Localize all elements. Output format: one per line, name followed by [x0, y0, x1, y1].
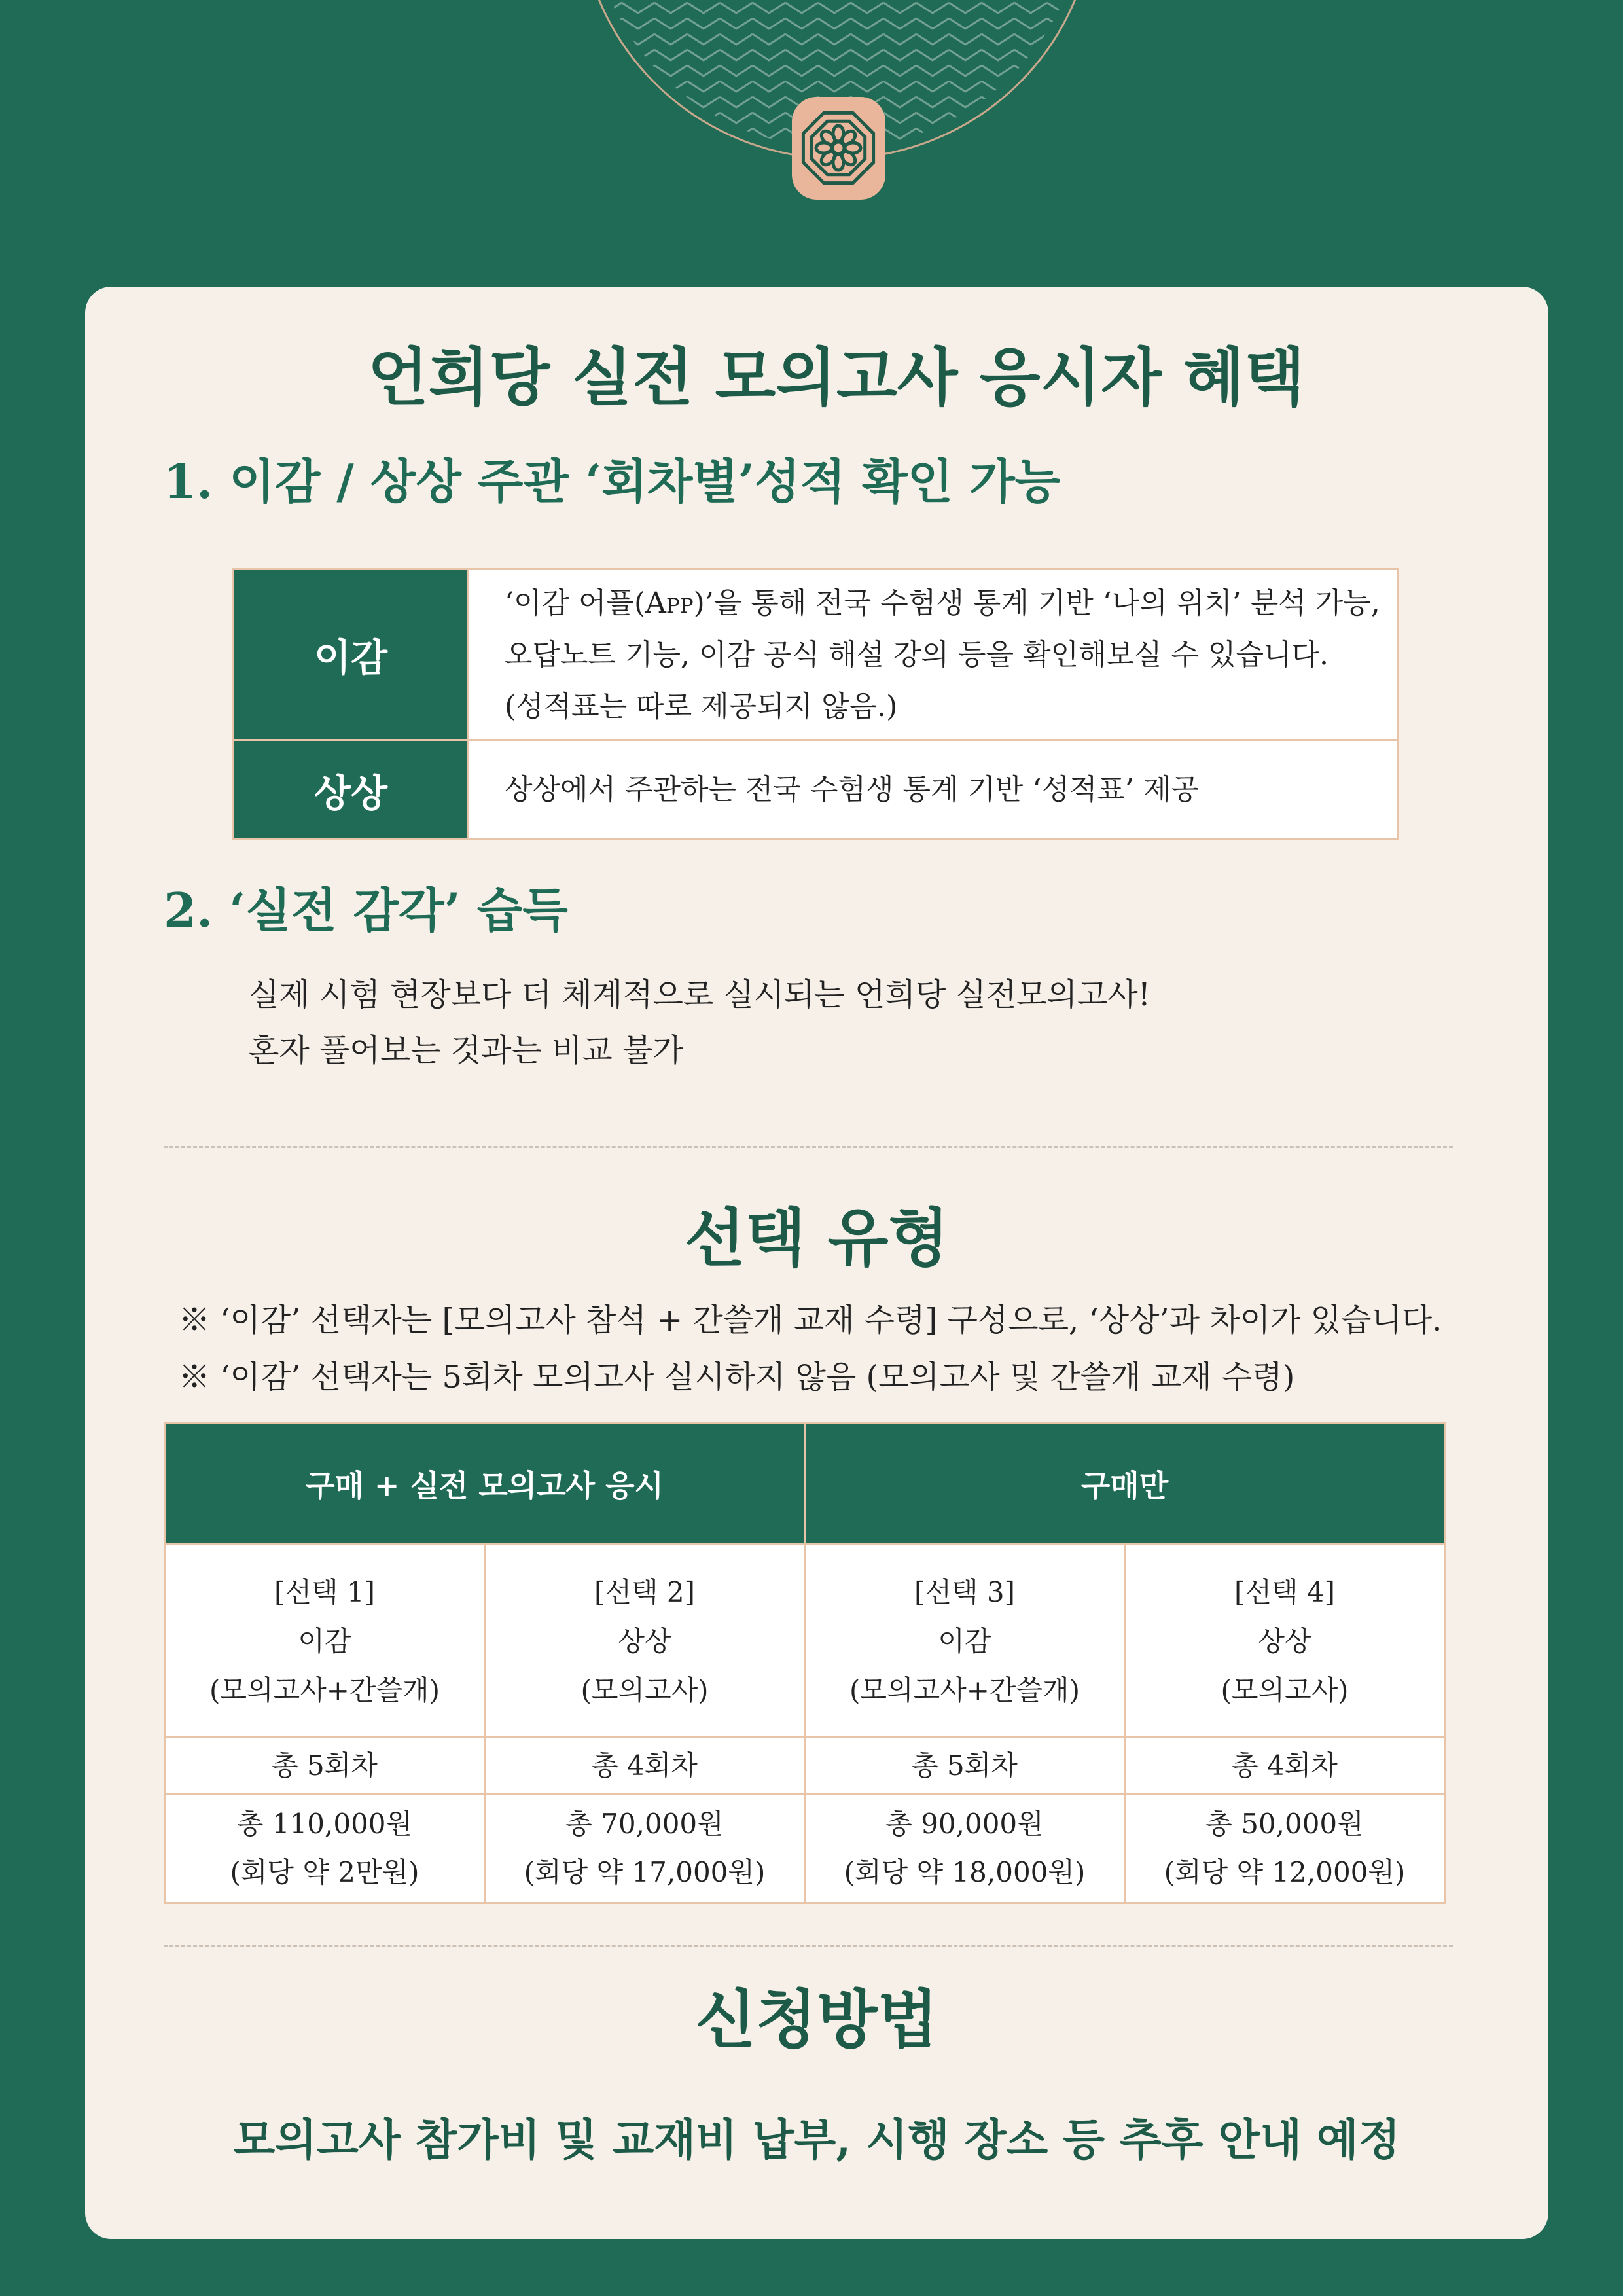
price-total: 총 110,000원 — [236, 1808, 413, 1840]
benefit-description — [469, 569, 1399, 740]
price-cell — [1125, 1794, 1445, 1903]
note-line: ※ ‘이감’ 선택자는 5회차 모의고사 실시하지 않음 (모의고사 및 간쓸개 교재 수령) — [179, 1359, 1295, 1395]
emblem — [792, 97, 885, 200]
benefit-row-igam — [234, 569, 1399, 740]
option-cell — [1125, 1545, 1445, 1738]
benefit-label: 이감 — [234, 569, 469, 740]
price-cell — [485, 1794, 805, 1903]
price-cell — [165, 1794, 485, 1903]
body-line: 혼자 풀어보는 것과는 비교 불가 — [249, 1032, 683, 1069]
description-line: 오답노트 기능, 이감 공식 해설 강의 등을 확인해보실 수 있습니다. — [505, 637, 1329, 672]
price-total: 총 50,000원 — [1205, 1808, 1364, 1840]
section1-heading: 1. 이감 / 상상 주관 ‘회차별’성적 확인 가능 — [164, 454, 1061, 509]
option-name: 이감 — [298, 1624, 351, 1657]
description-line: 상상에서 주관하는 전국 수험생 통계 기반 ‘성적표’ 제공 — [505, 773, 1199, 806]
option-number: [선택 2] — [594, 1575, 695, 1608]
dashed-divider — [164, 1945, 1453, 1947]
apply-text: 모의고사 참가비 및 교재비 납부, 시행 장소 등 추후 안내 예정 — [233, 2114, 1400, 2165]
section2-body — [249, 967, 1150, 1079]
sessions-cell: 총 4회차 — [485, 1738, 805, 1794]
option-cell — [165, 1545, 485, 1738]
option-contents: (모의고사+간쓸개) — [209, 1674, 440, 1706]
sessions-cell: 총 5회차 — [165, 1738, 485, 1794]
option-contents: (모의고사) — [1221, 1674, 1349, 1706]
apply-title: 신청방법 — [695, 1982, 938, 2056]
note-line: ※ ‘이감’ 선택자는 [모의고사 참석 + 간쓸개 교재 수령] 구성으로, ‘상상’과 차이가 있습니다. — [179, 1302, 1442, 1338]
option-table-header — [165, 1424, 1445, 1545]
content-card — [85, 287, 1548, 2239]
option-name: 상상 — [1258, 1624, 1311, 1657]
sessions-cell: 총 5회차 — [805, 1738, 1125, 1794]
option-number: [선택 1] — [274, 1575, 375, 1608]
benefit-row-sangsang — [234, 740, 1399, 840]
price-total: 총 70,000원 — [565, 1808, 724, 1840]
section2-heading: 2. ‘실전 감각’ 습득 — [164, 882, 568, 938]
price-per-session: (회당 약 18,000원) — [844, 1856, 1086, 1888]
option-contents: (모의고사+간쓸개) — [849, 1674, 1080, 1706]
option-cell — [485, 1545, 805, 1738]
price-total: 총 90,000원 — [885, 1808, 1044, 1840]
benefit-table — [232, 568, 1399, 840]
description-line: (성적표는 따로 제공되지 않음.) — [505, 689, 898, 723]
option-cell — [805, 1545, 1125, 1738]
price-row — [165, 1794, 1445, 1903]
group-header: 구매 + 실전 모의고사 응시 — [165, 1424, 805, 1545]
benefit-description — [469, 740, 1399, 840]
benefit-label: 상상 — [234, 740, 469, 840]
option-name: 상상 — [618, 1624, 671, 1657]
sessions-cell: 총 4회차 — [1125, 1738, 1445, 1794]
group-header: 구매만 — [805, 1424, 1445, 1545]
option-table — [164, 1422, 1446, 1904]
option-name: 이감 — [938, 1624, 991, 1657]
app-smallcaps: App — [645, 586, 694, 620]
price-per-session: (회당 약 12,000원) — [1164, 1856, 1406, 1888]
option-number: [선택 3] — [914, 1575, 1015, 1608]
sessions-row — [165, 1738, 1445, 1794]
price-per-session: (회당 약 2만원) — [230, 1856, 419, 1888]
options-title: 선택 유형 — [684, 1201, 950, 1275]
price-per-session: (회당 약 17,000원) — [524, 1856, 766, 1888]
option-row — [165, 1545, 1445, 1738]
option-number: [선택 4] — [1234, 1575, 1335, 1608]
top-decoration — [0, 0, 1623, 236]
text-part: ‘이감 어플( — [505, 586, 646, 620]
dashed-divider — [164, 1146, 1453, 1148]
body-line: 실제 시험 현장보다 더 체계적으로 실시되는 언희당 실전모의고사! — [249, 977, 1151, 1013]
option-contents: (모의고사) — [580, 1674, 709, 1706]
text-part: )’을 통해 전국 수험생 통계 기반 ‘나의 위치’ 분석 가능, — [693, 586, 1380, 620]
benefits-title: 언희당 실전 모의고사 응시자 혜택 — [368, 340, 1305, 414]
price-cell — [805, 1794, 1125, 1903]
options-notes — [179, 1292, 1442, 1406]
description-line — [505, 577, 1397, 629]
